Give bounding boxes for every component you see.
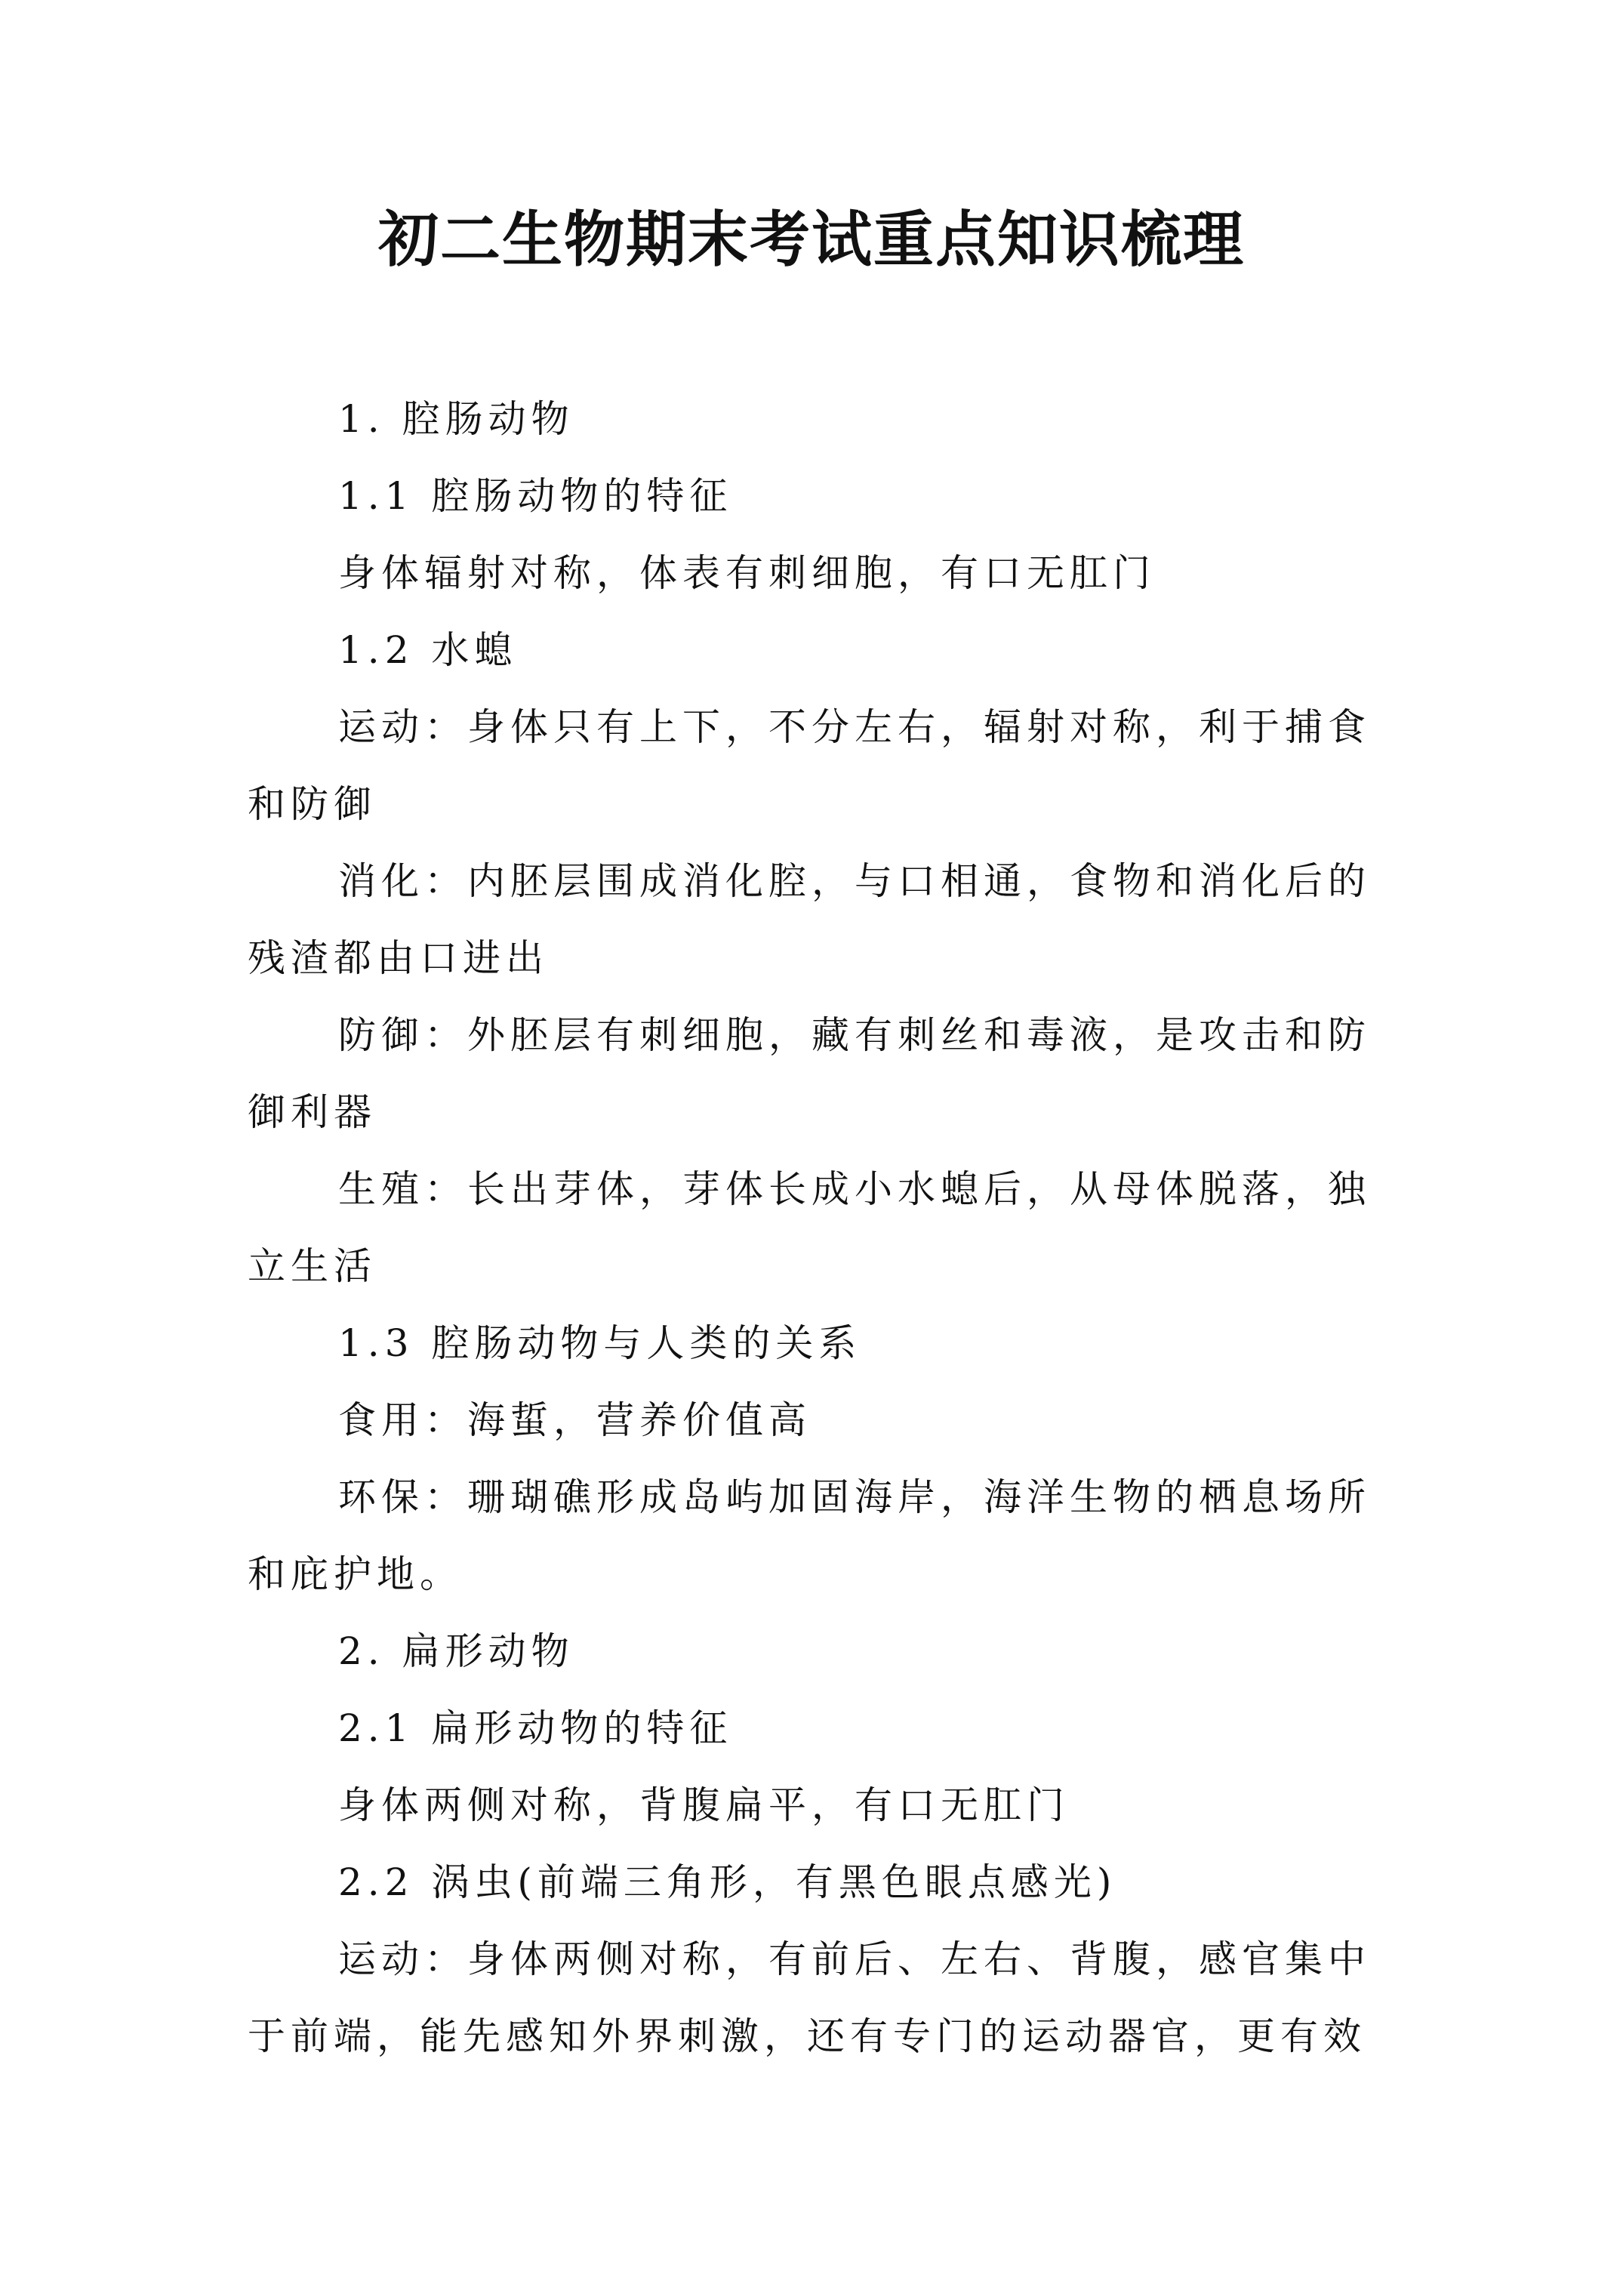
document-body — [248, 381, 1380, 2075]
subheading-hydra: 1.2 水螅 — [338, 628, 518, 672]
paragraph-cnidarian-features: 身体辐射对称，体表有刺细胞，有口无肛门 — [338, 551, 1156, 595]
paragraph-hydra-reproduction: 生殖：长出芽体，芽体长成小水螅后，从母体脱落，独立生活 — [248, 1167, 1371, 1288]
paragraph-planarian-movement: 运动：身体两侧对称，有前后、左右、背腹，感官集中于前端，能先感知外界刺激，还有专门的运动器官，更有效 — [248, 1937, 1371, 2058]
subheading-cnidarians-and-humans: 1.3 腔肠动物与人类的关系 — [338, 1321, 862, 1365]
subheading-cnidarian-features: 1.1 腔肠动物的特征 — [338, 474, 733, 518]
paragraph-food-use: 食用：海蜇，营养价值高 — [338, 1398, 812, 1442]
heading-flatworms: 2. 扁形动物 — [338, 1629, 574, 1673]
subheading-flatworm-features: 2.1 扁形动物的特征 — [338, 1706, 733, 1750]
subheading-planarian: 2.2 涡虫(前端三角形，有黑色眼点感光) — [338, 1860, 1117, 1904]
paragraph-hydra-movement: 运动：身体只有上下，不分左右，辐射对称，利于捕食和防御 — [248, 705, 1371, 826]
paragraph-environment: 环保：珊瑚礁形成岛屿加固海岸，海洋生物的栖息场所和庇护地。 — [248, 1475, 1371, 1596]
paragraph-hydra-digestion: 消化：内胚层围成消化腔，与口相通，食物和消化后的残渣都由口进出 — [248, 859, 1371, 980]
heading-cnidarians: 1. 腔肠动物 — [338, 397, 574, 441]
paragraph-hydra-defense: 防御：外胚层有刺细胞，藏有刺丝和毒液，是攻击和防御利器 — [248, 1013, 1371, 1134]
paragraph-flatworm-features: 身体两侧对称，背腹扁平，有口无肛门 — [338, 1783, 1070, 1827]
page-title: 初二生物期末考试重点知识梳理 — [378, 204, 1245, 275]
